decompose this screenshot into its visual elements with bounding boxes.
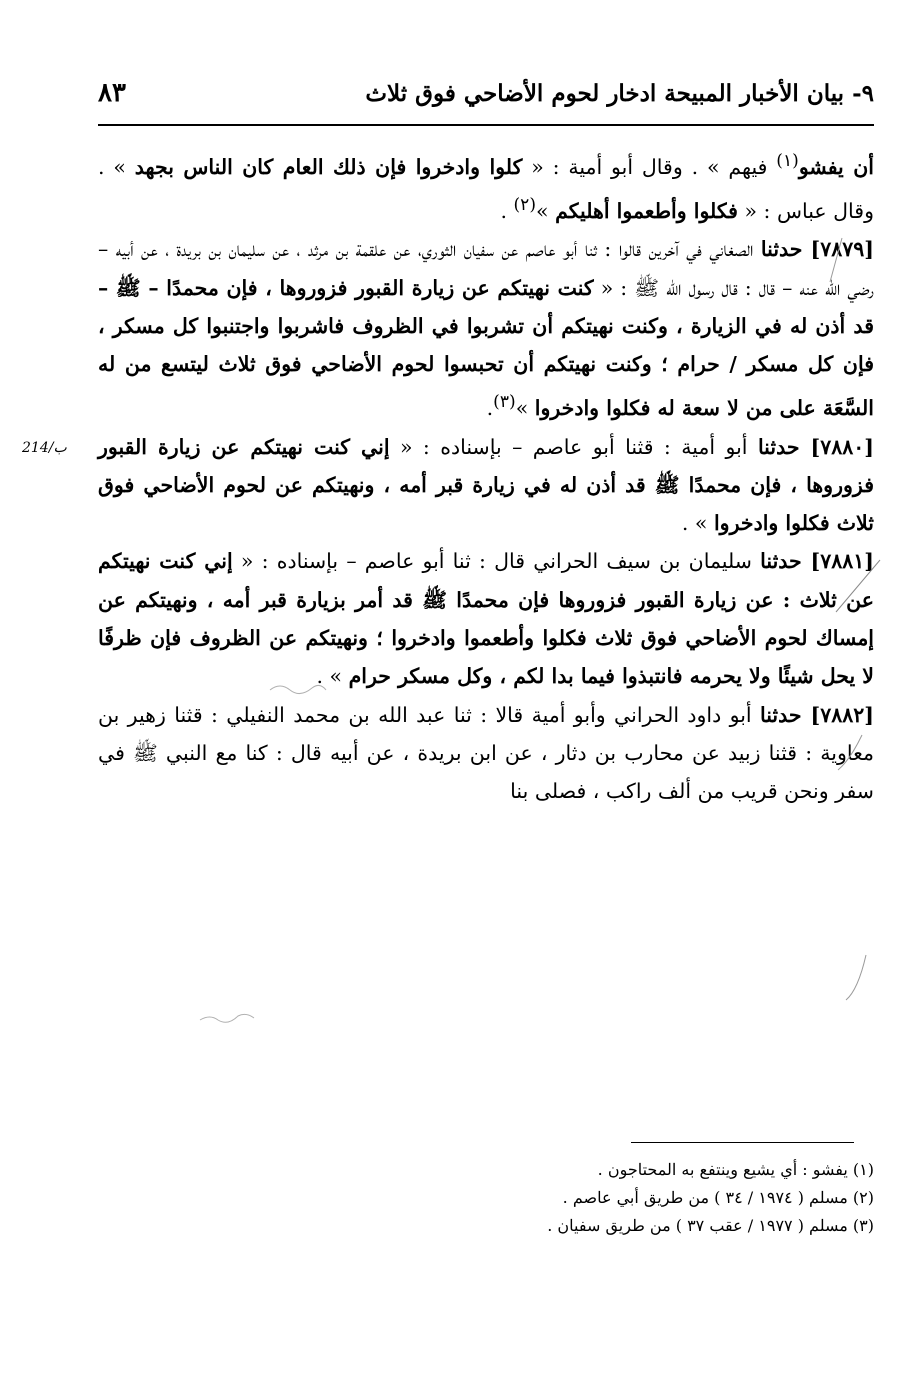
haddathana-keyword: حدثنا	[760, 237, 811, 262]
quote-close: »	[536, 198, 556, 223]
prophetic-text: كنت نهيتكم عن زيارة القبور فزوروها ، فإن محمدًا – ﷺ – قد أذن له في الزيارة ، وكنت نهيتكم أن تشربوا في الظروف فاشربوا واجتنبوا كل مسكر ، فإن كل مسكر / حرام ؛ وكنت نهيتكم أن تحبسوا لحوم الأضاحي فوق ثلاث ليتسع من له السَّعَة على من لا سعة له فكلوا وادخروا	[98, 275, 874, 421]
hadith-7880	[98, 428, 874, 543]
hadith-number: [٧٨٨٠]	[810, 434, 874, 459]
isnad-text: سليمان بن سيف الحراني قال : ثنا أبو عاصم – بإسناده : «	[232, 549, 761, 574]
prophetic-text: كلوا وادخروا فإن ذلك العام كان الناس بجهد	[134, 154, 523, 179]
narration-text: » . وقال عباس : «	[98, 154, 874, 223]
footnote-ref-2: (٢)	[513, 195, 537, 216]
main-text	[98, 142, 874, 811]
footnote-divider	[631, 1142, 854, 1143]
quote-close: » .	[681, 511, 714, 536]
footnote-ref-3: (٣)	[493, 392, 516, 413]
hadith-number: [٧٨٧٩]	[810, 237, 874, 262]
page-header	[98, 70, 874, 120]
isnad-text: الصغاني في آخرين قالوا : ثنا أبو عاصم عن سفيان الثوري، عن علقمة بن مرثد ، عن سليمان بن بريدة ، عن أبيه – رضي الله عنه – قال : قال رسول الله ﷺ : «	[98, 237, 874, 300]
prophetic-text: أن يفشو	[798, 154, 874, 179]
hadith-number: [٧٨٨١]	[810, 549, 874, 574]
punctuation: .	[500, 198, 514, 223]
header-divider	[98, 124, 874, 126]
hadith-number: [٧٨٨٢]	[810, 702, 874, 727]
haddathana-keyword: حدثنا	[759, 702, 811, 727]
manuscript-folio-note: 214/ب	[22, 440, 67, 456]
footnote-3: (٣) مسلم ( ١٩٧٧ / عقب ٣٧ ) من طريق سفيان .	[547, 1216, 874, 1235]
hadith-7882	[98, 696, 874, 811]
footnote-2: (٢) مسلم ( ١٩٧٤ / ٣٤ ) من طريق أبي عاصم .	[562, 1188, 874, 1207]
page-number: ٨٣	[98, 78, 126, 108]
prophetic-text: إني كنت نهيتكم عن زيارة القبور فزوروها ، فإن محمدًا ﷺ قد أذن له في زيارة قبر أمه ، ونهيتكم عن لحوم الأضاحي فوق ثلاث فكلوا وادخروا	[98, 434, 874, 536]
chapter-title: ٩- بيان الأخبار المبيحة ادخار لحوم الأضاحي فوق ثلاث	[365, 80, 874, 107]
paragraph-continuation	[98, 142, 874, 230]
footnotes	[74, 1156, 874, 1240]
punctuation: .	[486, 396, 494, 421]
haddathana-keyword: حدثنا	[760, 549, 811, 574]
footnote-1: (١) يفشو : أي يشيع وينتفع به المحتاجون .	[597, 1160, 874, 1179]
prophetic-text: إني كنت نهيتكم عن ثلاث : عن زيارة القبور فزوروها فإن محمدًا ﷺ قد أمر بزيارة قبر أمه ، ونهيتكم عن إمساك لحوم الأضاحي فوق ثلاث فكلوا وأطعموا وادخروا ؛ ونهيتكم عن الظروف فإن ظرفًا لا يحل شيئًا ولا يحرمه فانتبذوا فيما بدا لكم ، وكل مسكر حرام	[98, 549, 874, 689]
prophetic-text: فكلوا وأطعموا أهليكم	[555, 198, 738, 223]
hadith-7879	[98, 230, 874, 427]
hadith-7881	[98, 542, 874, 695]
quote-close: » .	[316, 664, 349, 689]
isnad-text: أبو داود الحراني وأبو أمية قالا : ثنا عبد الله بن محمد النفيلي : قثنا زهير بن معاوية : قثنا زبيد عن محارب بن دثار ، عن ابن بريدة ، عن أبيه قال : كنا مع النبي ﷺ في سفر ونحن قريب من ألف راكب ، فصلى بنا	[98, 702, 874, 804]
quote-close: »	[515, 396, 535, 421]
haddathana-keyword: حدثنا	[757, 434, 811, 459]
isnad-text: أبو أمية : قثنا أبو عاصم – بإسناده : «	[389, 434, 758, 459]
footnote-ref-1: (١)	[776, 151, 799, 171]
narration-text: فيهم » . وقال أبو أمية : «	[522, 154, 777, 179]
